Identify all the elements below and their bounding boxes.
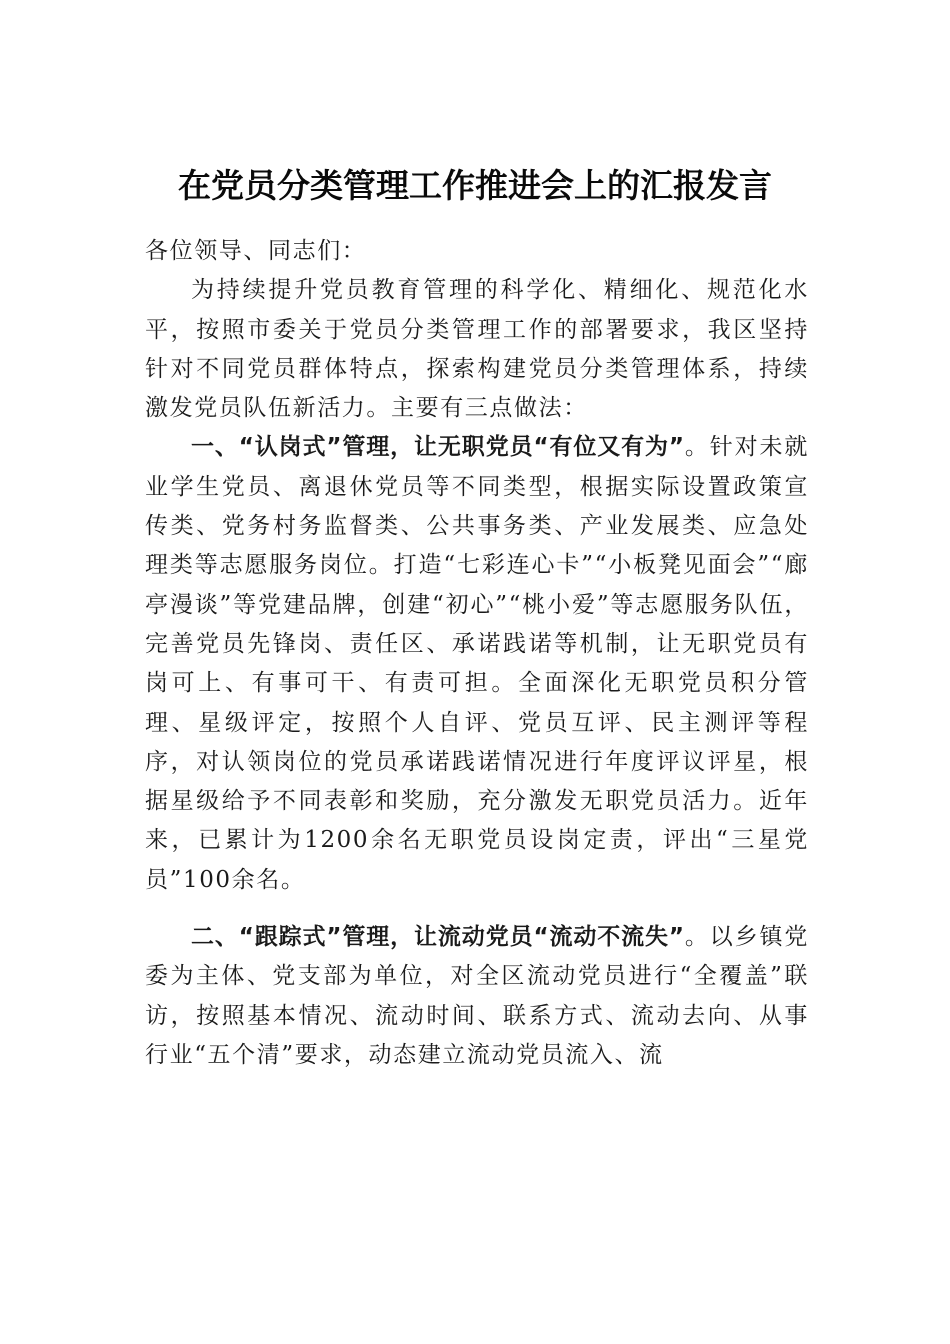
section-1-paragraph (145, 428, 809, 900)
section-2-body: 以乡镇党委为主体、党支部为单位，对全区流动党员进行“全覆盖”联访，按照基本情况、流动时间、联系方式、流动去向、从事行业“五个清”要求，动态建立流动党员流入、流 (145, 924, 809, 1068)
document-body (145, 232, 809, 1075)
section-2-paragraph (145, 918, 809, 1075)
section-1-heading: 一、“认岗式”管理，让无职党员“有位又有为” (191, 434, 685, 461)
section-1-heading-punct: 。 (684, 434, 710, 461)
document-title: 在党员分类管理工作推进会上的汇报发言 (178, 166, 772, 205)
section-2-heading: 二、“跟踪式”管理，让流动党员“流动不流失” (191, 924, 685, 951)
intro-paragraph: 为持续提升党员教育管理的科学化、精细化、规范化水平，按照市委关于党员分类管理工作的部署要求，我区坚持针对不同党员群体特点，探索构建党员分类管理体系，持续激发党员队伍新活力。主要有三点做法： (145, 277, 809, 422)
section-1-body: 针对未就业学生党员、离退休党员等不同类型，根据实际设置政策宣传类、党务村务监督类、公共事务类、产业发展类、应急处理类等志愿服务岗位。打造“七彩连心卡”“小板凳见面会”“廊亭漫谈”等党建品牌，创建“初心”“桃小爱”等志愿服务队伍，完善党员先锋岗、责任区、承诺践诺等机制，让无职党员有岗可上、有事可干、有责可担。全面深化无职党员积分管理、星级评定，按照个人自评、党员互评、民主测评等程序，对认领岗位的党员承诺践诺情况进行年度评议评星，根据星级给予不同表彰和奖励，充分激发无职党员活力。近年来，已累计为1200余名无职党员设岗定责，评出“三星党员”100余名。 (145, 434, 809, 893)
section-2-heading-punct: 。 (684, 924, 710, 951)
salutation: 各位领导、同志们： (145, 238, 367, 264)
